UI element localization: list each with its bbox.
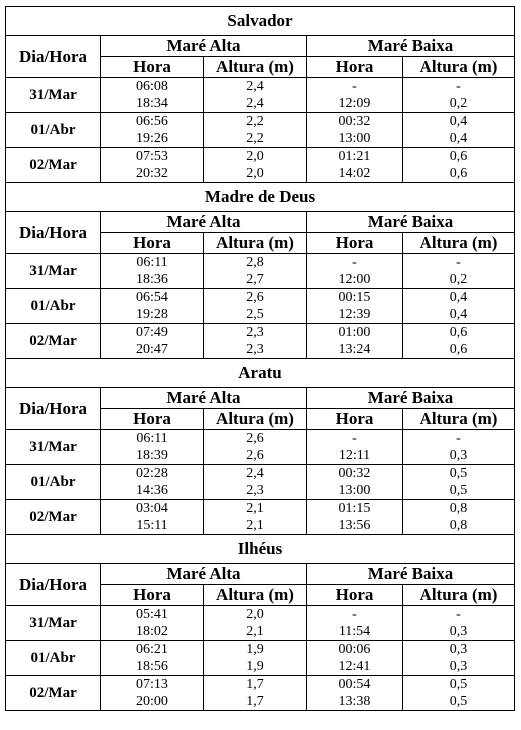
baixa-altura-cell: 0,3	[403, 447, 515, 465]
table-row	[6, 430, 515, 448]
column-group-header-row	[6, 36, 515, 57]
alta-altura-cell: 2,7	[204, 271, 307, 289]
column-group-header-row	[6, 388, 515, 409]
baixa-hora-cell: -	[307, 78, 403, 96]
location-title: Ilhéus	[6, 535, 515, 564]
baixa-hora-header: Hora	[307, 585, 403, 606]
baixa-altura-header: Altura (m)	[403, 585, 515, 606]
baixa-altura-cell: 0,5	[403, 676, 515, 694]
day-cell: 01/Abr	[6, 289, 101, 324]
baixa-altura-header: Altura (m)	[403, 409, 515, 430]
day-cell: 31/Mar	[6, 78, 101, 113]
day-cell: 02/Mar	[6, 324, 101, 359]
location-title: Salvador	[6, 7, 515, 36]
location-header-row	[6, 359, 515, 388]
alta-altura-cell: 1,9	[204, 658, 307, 676]
baixa-altura-cell: 0,3	[403, 658, 515, 676]
baixa-altura-cell: -	[403, 78, 515, 96]
day-cell: 31/Mar	[6, 430, 101, 465]
alta-altura-cell: 2,0	[204, 148, 307, 166]
day-cell: 31/Mar	[6, 254, 101, 289]
baixa-hora-cell: 12:09	[307, 95, 403, 113]
baixa-hora-header: Hora	[307, 57, 403, 78]
baixa-hora-cell: 12:39	[307, 306, 403, 324]
baixa-altura-cell: 0,3	[403, 623, 515, 641]
baixa-hora-cell: -	[307, 254, 403, 272]
alta-altura-cell: 2,4	[204, 78, 307, 96]
baixa-altura-cell: 0,5	[403, 482, 515, 500]
day-cell: 01/Abr	[6, 641, 101, 676]
alta-hora-cell: 20:32	[101, 165, 204, 183]
alta-altura-header: Altura (m)	[204, 57, 307, 78]
baixa-altura-cell: 0,6	[403, 148, 515, 166]
alta-hora-header: Hora	[101, 57, 204, 78]
baixa-altura-cell: 0,4	[403, 130, 515, 148]
baixa-altura-header: Altura (m)	[403, 233, 515, 254]
table-row	[6, 289, 515, 307]
location-title: Madre de Deus	[6, 183, 515, 212]
alta-altura-cell: 2,6	[204, 447, 307, 465]
baixa-altura-cell: 0,8	[403, 500, 515, 518]
baixa-altura-cell: 0,5	[403, 465, 515, 483]
alta-altura-cell: 2,0	[204, 606, 307, 624]
alta-hora-cell: 15:11	[101, 517, 204, 535]
baixa-altura-cell: -	[403, 430, 515, 448]
alta-hora-cell: 18:56	[101, 658, 204, 676]
alta-altura-cell: 1,7	[204, 676, 307, 694]
baixa-altura-header: Altura (m)	[403, 57, 515, 78]
alta-hora-cell: 03:04	[101, 500, 204, 518]
alta-altura-cell: 2,0	[204, 165, 307, 183]
alta-hora-cell: 06:08	[101, 78, 204, 96]
alta-altura-cell: 2,8	[204, 254, 307, 272]
alta-hora-cell: 18:34	[101, 95, 204, 113]
alta-hora-cell: 06:21	[101, 641, 204, 659]
alta-hora-cell: 02:28	[101, 465, 204, 483]
day-cell: 02/Mar	[6, 148, 101, 183]
baixa-altura-cell: 0,8	[403, 517, 515, 535]
alta-hora-cell: 06:54	[101, 289, 204, 307]
mare-alta-header: Maré Alta	[101, 564, 307, 585]
baixa-hora-cell: 00:32	[307, 113, 403, 131]
baixa-hora-cell: 13:00	[307, 130, 403, 148]
table-row	[6, 78, 515, 96]
baixa-hora-cell: 00:54	[307, 676, 403, 694]
baixa-hora-header: Hora	[307, 409, 403, 430]
alta-hora-cell: 19:28	[101, 306, 204, 324]
baixa-hora-cell: 13:56	[307, 517, 403, 535]
day-cell: 01/Abr	[6, 113, 101, 148]
baixa-hora-cell: 01:21	[307, 148, 403, 166]
mare-baixa-header: Maré Baixa	[307, 212, 515, 233]
alta-hora-cell: 18:39	[101, 447, 204, 465]
mare-baixa-header: Maré Baixa	[307, 388, 515, 409]
baixa-hora-cell: -	[307, 430, 403, 448]
alta-hora-header: Hora	[101, 585, 204, 606]
baixa-hora-cell: -	[307, 606, 403, 624]
table-row	[6, 148, 515, 166]
alta-altura-cell: 1,7	[204, 693, 307, 711]
alta-hora-cell: 14:36	[101, 482, 204, 500]
alta-altura-cell: 2,1	[204, 623, 307, 641]
table-row	[6, 254, 515, 272]
mare-alta-header: Maré Alta	[101, 212, 307, 233]
alta-altura-header: Altura (m)	[204, 585, 307, 606]
alta-hora-cell: 20:47	[101, 341, 204, 359]
baixa-hora-header: Hora	[307, 233, 403, 254]
alta-altura-cell: 2,3	[204, 482, 307, 500]
baixa-hora-cell: 01:00	[307, 324, 403, 342]
baixa-altura-cell: 0,2	[403, 271, 515, 289]
alta-hora-cell: 06:11	[101, 430, 204, 448]
baixa-hora-cell: 12:41	[307, 658, 403, 676]
baixa-altura-cell: 0,3	[403, 641, 515, 659]
alta-hora-header: Hora	[101, 233, 204, 254]
alta-hora-cell: 18:02	[101, 623, 204, 641]
table-row	[6, 113, 515, 131]
baixa-altura-cell: 0,4	[403, 306, 515, 324]
location-title: Aratu	[6, 359, 515, 388]
alta-altura-cell: 2,1	[204, 500, 307, 518]
tide-table-container	[5, 6, 514, 711]
table-row	[6, 500, 515, 518]
table-row	[6, 676, 515, 694]
baixa-altura-cell: 0,5	[403, 693, 515, 711]
column-group-header-row	[6, 564, 515, 585]
alta-altura-cell: 2,4	[204, 465, 307, 483]
baixa-hora-cell: 14:02	[307, 165, 403, 183]
baixa-hora-cell: 00:06	[307, 641, 403, 659]
baixa-altura-cell: 0,6	[403, 324, 515, 342]
alta-altura-cell: 2,1	[204, 517, 307, 535]
baixa-hora-cell: 12:00	[307, 271, 403, 289]
alta-hora-cell: 19:26	[101, 130, 204, 148]
alta-altura-cell: 2,2	[204, 130, 307, 148]
location-header-row	[6, 7, 515, 36]
alta-altura-cell: 2,4	[204, 95, 307, 113]
dia-hora-header: Dia/Hora	[6, 36, 101, 78]
dia-hora-header: Dia/Hora	[6, 388, 101, 430]
dia-hora-header: Dia/Hora	[6, 564, 101, 606]
baixa-altura-cell: 0,4	[403, 289, 515, 307]
dia-hora-header: Dia/Hora	[6, 212, 101, 254]
mare-baixa-header: Maré Baixa	[307, 36, 515, 57]
day-cell: 31/Mar	[6, 606, 101, 641]
alta-hora-cell: 07:53	[101, 148, 204, 166]
baixa-hora-cell: 01:15	[307, 500, 403, 518]
column-group-header-row	[6, 212, 515, 233]
alta-altura-cell: 2,6	[204, 289, 307, 307]
baixa-altura-cell: 0,6	[403, 341, 515, 359]
baixa-hora-cell: 13:00	[307, 482, 403, 500]
baixa-hora-cell: 11:54	[307, 623, 403, 641]
mare-alta-header: Maré Alta	[101, 36, 307, 57]
alta-altura-cell: 2,2	[204, 113, 307, 131]
baixa-altura-cell: 0,6	[403, 165, 515, 183]
day-cell: 01/Abr	[6, 465, 101, 500]
location-header-row	[6, 183, 515, 212]
alta-hora-cell: 07:49	[101, 324, 204, 342]
baixa-altura-cell: -	[403, 254, 515, 272]
day-cell: 02/Mar	[6, 500, 101, 535]
baixa-altura-cell: -	[403, 606, 515, 624]
alta-hora-cell: 18:36	[101, 271, 204, 289]
alta-altura-cell: 2,6	[204, 430, 307, 448]
alta-hora-header: Hora	[101, 409, 204, 430]
baixa-hora-cell: 00:32	[307, 465, 403, 483]
location-header-row	[6, 535, 515, 564]
table-row	[6, 465, 515, 483]
table-row	[6, 324, 515, 342]
baixa-hora-cell: 12:11	[307, 447, 403, 465]
table-row	[6, 606, 515, 624]
baixa-hora-cell: 00:15	[307, 289, 403, 307]
tide-table	[5, 6, 515, 711]
alta-hora-cell: 07:13	[101, 676, 204, 694]
baixa-hora-cell: 13:24	[307, 341, 403, 359]
alta-hora-cell: 05:41	[101, 606, 204, 624]
alta-altura-cell: 2,3	[204, 324, 307, 342]
baixa-altura-cell: 0,4	[403, 113, 515, 131]
alta-hora-cell: 06:56	[101, 113, 204, 131]
alta-altura-cell: 2,3	[204, 341, 307, 359]
alta-altura-cell: 1,9	[204, 641, 307, 659]
alta-altura-cell: 2,5	[204, 306, 307, 324]
baixa-altura-cell: 0,2	[403, 95, 515, 113]
day-cell: 02/Mar	[6, 676, 101, 711]
alta-hora-cell: 06:11	[101, 254, 204, 272]
table-row	[6, 641, 515, 659]
mare-alta-header: Maré Alta	[101, 388, 307, 409]
alta-altura-header: Altura (m)	[204, 233, 307, 254]
mare-baixa-header: Maré Baixa	[307, 564, 515, 585]
baixa-hora-cell: 13:38	[307, 693, 403, 711]
alta-hora-cell: 20:00	[101, 693, 204, 711]
alta-altura-header: Altura (m)	[204, 409, 307, 430]
